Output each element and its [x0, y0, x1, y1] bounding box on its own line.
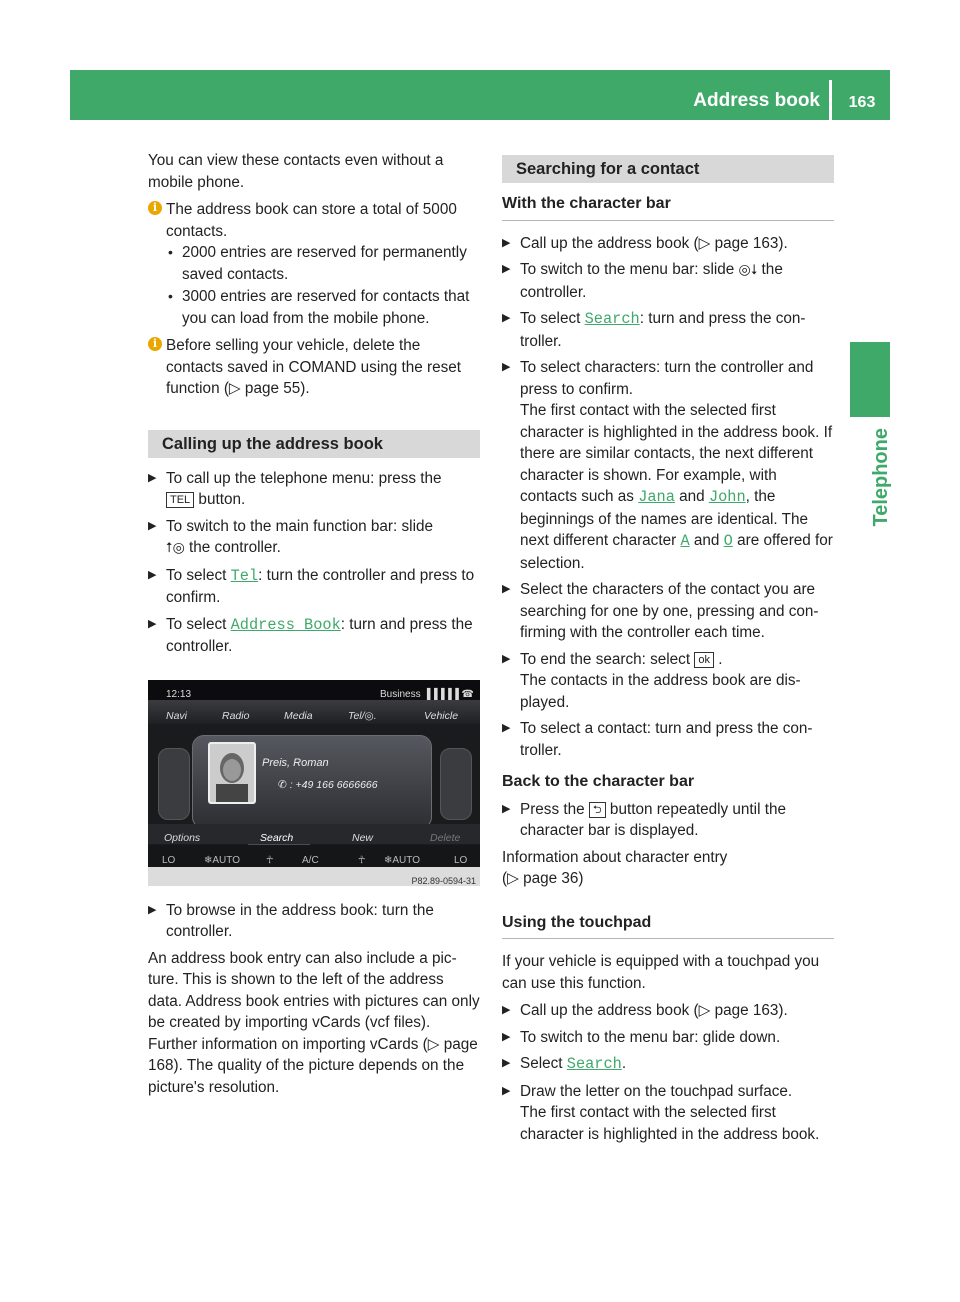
step-arrow-icon: ▶ — [502, 1004, 511, 1016]
subheading: Back to the character bar — [502, 773, 695, 790]
step-item: ▶ To end the search: select ok . The contacts in the address book are displayed. — [502, 650, 801, 711]
step-item: ▶ To switch to the main function bar: slide ⭡◎ the controller. — [148, 517, 433, 556]
chapter-title: Address book — [693, 90, 820, 111]
list-item: • 3000 entries are reserved for contacts that you can load from the mobile phone. — [168, 288, 470, 327]
contact-photo — [208, 742, 256, 804]
info-icon: i — [148, 337, 162, 351]
step-item: ▶ To call up the telephone menu: press the TEL button. — [148, 469, 442, 508]
step-item: ▶ To select Address Book: turn and press the controller. — [148, 615, 473, 655]
comand-screenshot — [148, 680, 480, 886]
side-tab-marker — [850, 342, 890, 417]
header-divider — [829, 80, 832, 120]
step-arrow-icon: ▶ — [502, 312, 511, 324]
screen-function-bar: Options Search New Delete — [148, 824, 480, 844]
step-arrow-icon: ▶ — [148, 519, 157, 532]
body-paragraph: An address book entry can also include a picture. This is shown to the left of the address data. Address book entries with pictures can only be created by importing vCards (vcf files). Further information on importing vCards (▷ page 168). The quality of the picture depends on the picture's resolution. — [148, 949, 480, 1096]
step-item: ▶ To switch to the menu bar: glide down. — [502, 1027, 834, 1049]
info-note: i The address book can store a total of 5000 contacts. • 2000 entries are reserved for permanently saved contacts. • 3000 entries are reserved for contacts that you can load from the mobile phone. — [148, 199, 480, 329]
subheading: With the character bar — [502, 193, 834, 221]
intro-text: You can view these contacts even without a mobile phone. — [148, 152, 444, 191]
menu-label: Address Book — [230, 615, 341, 634]
right-column — [502, 150, 834, 1150]
back-key-icon: ⮌ — [589, 802, 606, 818]
subheading: Using the touchpad — [502, 912, 834, 940]
page-header — [70, 70, 890, 120]
step-arrow-icon: ▶ — [502, 583, 511, 595]
step-item: ▶ Call up the address book (▷ page 163). — [502, 1000, 834, 1022]
step-item: ▶ To select Search: turn and press the controller. — [502, 310, 806, 350]
step-arrow-icon: ▶ — [502, 263, 511, 275]
section-heading: Calling up the address book — [148, 430, 480, 458]
step-item: ▶ To select Tel: turn the controller and press to confirm. — [148, 566, 475, 606]
step-arrow-icon: ▶ — [148, 568, 157, 581]
step-arrow-icon: ▶ — [148, 617, 157, 630]
step-arrow-icon: ▶ — [148, 903, 157, 916]
step-item: ▶ To switch to the menu bar: slide ◎⭣ the controller. — [502, 261, 783, 301]
screen-main-menu: Navi Radio Media Tel/◎. Vehicle — [148, 700, 480, 724]
menu-label: Search — [566, 1055, 622, 1073]
left-column — [148, 150, 480, 1104]
section-heading: Searching for a contact — [502, 155, 834, 183]
page-number: 163 — [848, 94, 876, 111]
step-arrow-icon: ▶ — [502, 722, 511, 734]
info-icon: i — [148, 201, 162, 215]
step-item: ▶ Call up the address book (▷ page 163). — [502, 233, 834, 255]
step-arrow-icon: ▶ — [502, 802, 511, 815]
step-item: ▶ Select Search. — [502, 1055, 627, 1073]
step-arrow-icon: ▶ — [502, 652, 511, 665]
step-item: ▶ To select a contact: turn and press the controller. — [502, 720, 813, 759]
controller-slide-icon: ⭡◎ — [166, 540, 185, 556]
step-item: ▶ Draw the letter on the touchpad surface. The first contact with the selected first character is highlighted in the address book. — [502, 1082, 820, 1143]
step-item: ▶ To select characters: turn the controller and press to confirm. The first contact with the selected first character is highlighted in the address book. If there are similar contacts, the next different character is shown. For example, with contacts such as Jana and John, the beginnings of the names are identical. The next different character A and O are offered for selection. — [502, 359, 833, 572]
step-item: ▶ To browse in the address book: turn the controller. — [148, 901, 434, 940]
menu-label: Tel — [230, 566, 259, 585]
step-item: ▶ Press the ⮌ button repeatedly until the character bar is displayed. — [502, 800, 786, 839]
image-code: P82.89-0594-31 — [411, 875, 476, 886]
step-arrow-icon: ▶ — [502, 1030, 511, 1043]
step-arrow-icon: ▶ — [502, 1057, 511, 1069]
screen-climate-bar: LO ❄AUTO ☥ A/C ☥ ❄AUTO LO — [148, 845, 480, 867]
step-arrow-icon: ▶ — [148, 471, 157, 484]
info-note: i Before selling your vehicle, delete the contacts saved in COMAND using the reset function (▷ page 55). — [148, 335, 480, 400]
tel-key-icon: TEL — [166, 492, 194, 508]
ok-key-icon: ok — [694, 652, 714, 668]
step-item: ▶ Select the characters of the contact you are searching for one by one, pressing and confirming with the controller each time. — [502, 581, 819, 641]
screen-status-bar: 12:13 Business ▐▐▐▐▐ ☎ — [148, 680, 480, 700]
controller-slide-down-icon: ◎⭣ — [738, 262, 758, 278]
step-arrow-icon: ▶ — [502, 361, 511, 373]
list-item: • 2000 entries are reserved for permanently saved contacts. — [168, 244, 467, 283]
step-arrow-icon: ▶ — [502, 236, 511, 249]
menu-label: Search — [584, 310, 640, 328]
cross-reference: Information about character entry (▷ page 36) — [502, 848, 728, 887]
side-tab-label: Telephone — [870, 428, 892, 527]
contact-number: ✆ : +49 166 6666666 — [278, 778, 378, 791]
body-paragraph: If your vehicle is equipped with a touchpad you can use this function. — [502, 953, 820, 992]
step-arrow-icon: ▶ — [502, 1084, 511, 1097]
contact-name: Preis, Roman — [262, 756, 329, 769]
